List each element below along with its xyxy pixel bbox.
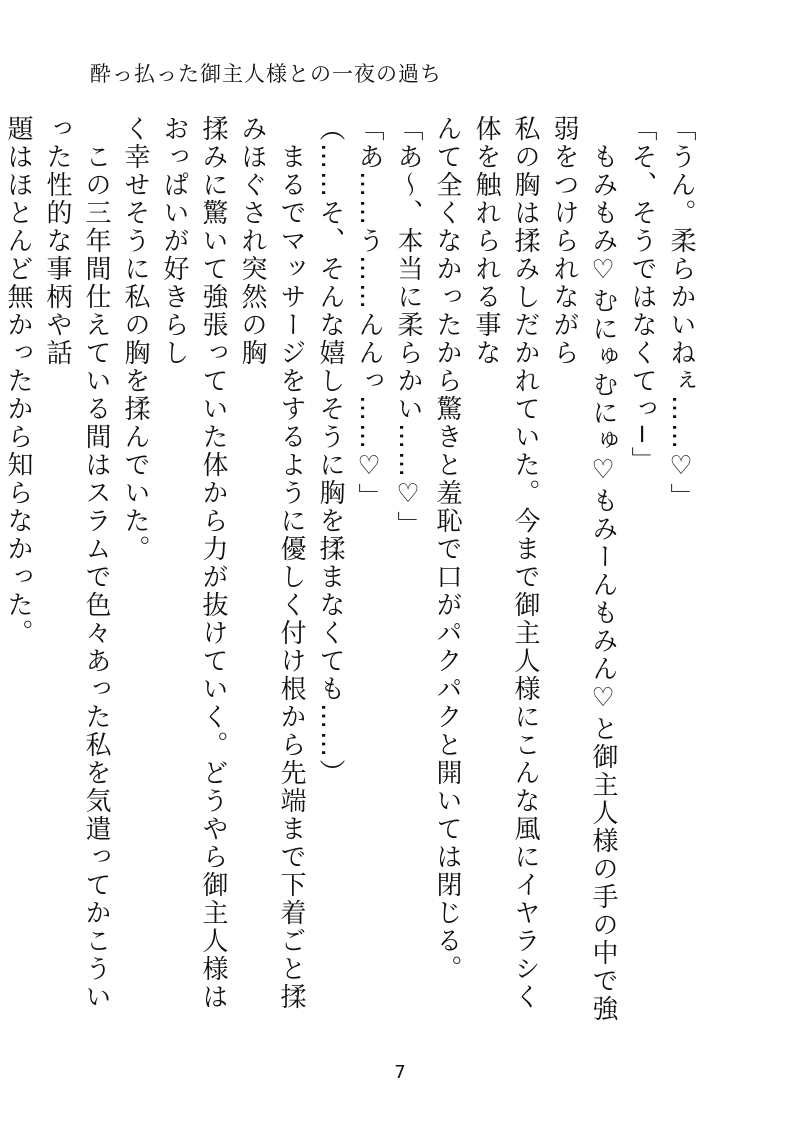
text-line: 「うん。柔らかいねぇ……♡」	[666, 115, 696, 511]
text-line: んて全くなかったから驚きと羞恥で口がパクパクと開いては閉じる。	[432, 115, 462, 983]
text-line: 私の胸は揉みしだかれていた。今まで御主人様にこんな風にイヤラシく体を触れられる事な	[471, 115, 540, 1011]
text-line: この三年間仕えている間はスラムで色々あった私を気遣ってかこういった性的な事柄や話	[42, 115, 111, 1011]
text-line: 揉みに驚いて強張っていた体から力が抜けていく。どうやら御主人様はおっぱいが好きらし	[159, 115, 228, 1011]
text-line: 「あ……う……んんっ……♡」	[354, 115, 384, 511]
text-line: 「そ、そうではなくてっ−」	[627, 115, 657, 475]
running-header-title: 酔っ払った御主人様との一夜の過ち	[90, 62, 442, 86]
page-number: 7	[394, 1062, 406, 1083]
text-line: く幸せそうに私の胸を揉んでいた。	[120, 115, 150, 563]
text-line: まるでマッサージをするように優しく付け根から先端まで下着ごと揉みほぐされ突然の胸	[237, 115, 306, 1011]
text-line: もみもみ♡むにゅむにゅ♡もみーんもみん♡と御主人様の手の中で強弱をつけられながら	[549, 115, 618, 1023]
vertical-text-body	[0, 115, 700, 1035]
text-line: 「あ〜、本当に柔らかい……♡」	[393, 115, 423, 539]
text-line: （……そ、そんな嬉しそうに胸を揉まなくても……）	[315, 115, 345, 787]
text-line: 題はほとんど無かったから知らなかった。	[3, 115, 33, 647]
